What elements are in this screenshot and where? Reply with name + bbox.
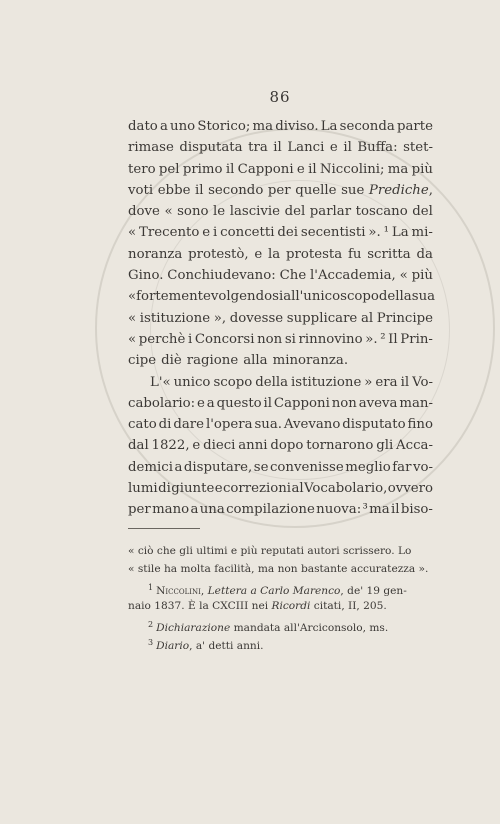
word: Buffa: bbox=[357, 140, 398, 156]
word: lascivie bbox=[229, 204, 281, 220]
footnote-text: naio 1837. È la CXCIII nei bbox=[128, 600, 269, 613]
word: Lanci bbox=[287, 140, 325, 156]
body-line bbox=[128, 244, 433, 265]
word: Prin- bbox=[400, 331, 433, 347]
word: Storico; bbox=[197, 119, 251, 134]
word: più bbox=[411, 161, 433, 177]
word: i bbox=[187, 331, 193, 347]
word: del bbox=[412, 204, 433, 220]
word: a bbox=[206, 395, 215, 411]
word: lumi bbox=[128, 481, 158, 497]
word: convenisse bbox=[269, 459, 344, 475]
word: a bbox=[174, 459, 183, 475]
word: ¹ bbox=[383, 225, 389, 241]
word: di bbox=[158, 481, 171, 497]
footnote-author: Niccolini, bbox=[156, 584, 205, 597]
word: ma bbox=[387, 161, 409, 177]
body-line bbox=[128, 457, 433, 478]
word: più bbox=[411, 268, 433, 284]
word: dei bbox=[277, 225, 298, 241]
word: nuova: bbox=[316, 502, 362, 518]
word: alla bbox=[243, 353, 268, 369]
word: a bbox=[190, 502, 199, 518]
body-line bbox=[128, 414, 433, 435]
word: meglio bbox=[345, 459, 391, 475]
body-line bbox=[128, 201, 433, 222]
word: dal bbox=[128, 438, 149, 454]
footnote-work-title: Ricordi bbox=[271, 600, 311, 613]
word: Concorsi bbox=[194, 331, 255, 347]
footnote-marker: 3 bbox=[148, 637, 154, 647]
word: pel bbox=[158, 161, 180, 177]
word: dato bbox=[128, 119, 158, 134]
word: disputato bbox=[342, 417, 406, 433]
word: ». bbox=[365, 331, 378, 347]
word: si bbox=[284, 331, 296, 347]
word: tra bbox=[248, 140, 268, 156]
word: « bbox=[128, 289, 137, 305]
word: Trecento bbox=[139, 225, 200, 241]
body-line bbox=[128, 393, 433, 414]
word: e bbox=[254, 246, 263, 262]
word: ma bbox=[369, 502, 390, 518]
footnotes bbox=[128, 542, 433, 652]
word: Principe bbox=[376, 310, 433, 326]
footnote-2 bbox=[128, 616, 433, 634]
word: una bbox=[199, 502, 225, 518]
word: aveva bbox=[358, 395, 398, 411]
word: L'« bbox=[150, 374, 171, 390]
footnote-work-title: Dichiarazione bbox=[156, 621, 231, 634]
word: il bbox=[195, 182, 204, 198]
body-line bbox=[128, 265, 433, 286]
footnote-separator bbox=[128, 528, 200, 529]
footnote-marker: 1 bbox=[148, 582, 154, 592]
word: quelle bbox=[295, 182, 337, 198]
word: di bbox=[158, 417, 172, 433]
word: della bbox=[255, 374, 289, 390]
footnote-1-continuation bbox=[128, 597, 433, 615]
word: La bbox=[320, 119, 338, 134]
word: scritta bbox=[367, 246, 411, 262]
word: concetti bbox=[220, 225, 275, 241]
word: e bbox=[329, 140, 338, 156]
word: mano bbox=[152, 502, 190, 518]
word: istituzione bbox=[291, 374, 362, 390]
body-line bbox=[128, 499, 433, 520]
word: Gino. bbox=[128, 268, 164, 284]
word: al bbox=[291, 481, 304, 497]
word: sua. bbox=[254, 417, 282, 433]
word: al bbox=[360, 310, 374, 326]
word: cato bbox=[128, 417, 157, 433]
word: parte bbox=[396, 119, 433, 134]
word: sono bbox=[177, 204, 209, 220]
word: protestò, bbox=[188, 246, 249, 262]
word: « bbox=[128, 310, 137, 326]
word: dare bbox=[173, 417, 205, 433]
word: anni bbox=[238, 438, 268, 454]
word: della bbox=[378, 289, 412, 305]
word: non bbox=[331, 395, 357, 411]
body-line bbox=[128, 159, 433, 180]
footnote-text: , a' detti anni. bbox=[189, 639, 264, 652]
word: diè bbox=[161, 353, 182, 369]
word: disputata bbox=[179, 140, 243, 156]
word: ² bbox=[380, 331, 386, 347]
word: i bbox=[213, 225, 218, 241]
word: il bbox=[308, 161, 317, 177]
footnote-3 bbox=[128, 634, 433, 652]
word: La bbox=[391, 225, 409, 241]
word: e bbox=[197, 395, 205, 411]
body-line bbox=[128, 435, 433, 456]
page-number: 86 bbox=[269, 88, 291, 106]
word: giunte bbox=[171, 481, 215, 497]
word: Prediche, bbox=[368, 182, 433, 198]
word: il bbox=[263, 395, 273, 411]
word: correzioni bbox=[222, 481, 292, 497]
word: cabolario: bbox=[128, 395, 196, 411]
word: Vocabolario, bbox=[304, 481, 388, 497]
word: biso- bbox=[400, 502, 433, 518]
word: le bbox=[213, 204, 226, 220]
word: gli bbox=[376, 438, 394, 454]
word: secentisti bbox=[300, 225, 366, 241]
word: « bbox=[399, 268, 408, 284]
word: ³ bbox=[362, 502, 368, 518]
word: tornarono bbox=[306, 438, 374, 454]
word: », bbox=[213, 310, 227, 326]
word: l'Accademia, bbox=[310, 268, 396, 284]
word: tero bbox=[128, 161, 156, 177]
footnote-work-title: Lettera a Carlo Marenco bbox=[207, 584, 341, 597]
word: e bbox=[192, 438, 201, 454]
word: fino bbox=[407, 417, 433, 433]
word: l'opera bbox=[205, 417, 253, 433]
word: il bbox=[400, 374, 410, 390]
word: il bbox=[225, 161, 235, 177]
footnote-marker: 2 bbox=[148, 619, 154, 629]
footnote-text: , de' 19 gen- bbox=[340, 584, 407, 597]
body-text bbox=[128, 116, 436, 521]
word: voti bbox=[128, 182, 154, 198]
word: rimase bbox=[128, 140, 174, 156]
body-line bbox=[128, 137, 433, 158]
word: ma bbox=[252, 119, 274, 134]
body-line bbox=[128, 350, 433, 371]
word: a bbox=[159, 119, 168, 134]
word: istituzione bbox=[139, 310, 211, 326]
word: protesta bbox=[285, 246, 343, 262]
footnote-1 bbox=[128, 579, 433, 597]
word: non bbox=[257, 331, 283, 347]
word: uno bbox=[170, 119, 196, 134]
word: unico bbox=[173, 374, 211, 390]
word: compilazione bbox=[226, 502, 315, 518]
word: « bbox=[164, 204, 173, 220]
word: e bbox=[202, 225, 211, 241]
word: fortemente bbox=[136, 289, 211, 305]
word: era bbox=[375, 374, 398, 390]
body-line bbox=[128, 222, 433, 243]
body-line bbox=[128, 116, 433, 137]
body-line bbox=[128, 286, 436, 307]
word: ragione bbox=[186, 353, 239, 369]
word: dopo bbox=[270, 438, 304, 454]
word: parlar bbox=[309, 204, 352, 220]
word: per bbox=[267, 182, 291, 198]
word: minoranza. bbox=[272, 353, 349, 369]
word: » bbox=[364, 374, 373, 390]
word: seconda bbox=[339, 119, 395, 134]
word: Vo- bbox=[412, 374, 433, 390]
word: far bbox=[392, 459, 412, 475]
body-line bbox=[128, 329, 433, 350]
word: scopo bbox=[340, 289, 379, 305]
word: sue bbox=[341, 182, 365, 198]
word: da bbox=[416, 246, 433, 262]
footnote-continuation-line: « stile ha molta facilità, ma non bastante accuratezza ». bbox=[128, 563, 429, 576]
word: « bbox=[128, 225, 137, 241]
word: vo- bbox=[412, 459, 433, 475]
word: supplicare bbox=[286, 310, 358, 326]
word: mi- bbox=[411, 225, 433, 241]
word: disputare, bbox=[183, 459, 253, 475]
body-line bbox=[128, 308, 433, 329]
word: all'unico bbox=[283, 289, 341, 305]
word: man- bbox=[399, 395, 433, 411]
word: se bbox=[253, 459, 269, 475]
body-line bbox=[128, 372, 433, 393]
word: il bbox=[273, 140, 282, 156]
word: del bbox=[284, 204, 306, 220]
word: secondo bbox=[208, 182, 264, 198]
word: 1822, bbox=[151, 438, 190, 454]
word: « bbox=[128, 331, 137, 347]
word: scopo bbox=[213, 374, 253, 390]
word: dovesse bbox=[229, 310, 284, 326]
word: per bbox=[128, 502, 151, 518]
word: dove bbox=[128, 204, 160, 220]
footnote-text: mandata all'Arciconsolo, ms. bbox=[233, 621, 389, 634]
word: e bbox=[214, 481, 223, 497]
word: ». bbox=[368, 225, 381, 241]
word: ebbe bbox=[157, 182, 191, 198]
word: il bbox=[391, 502, 400, 518]
word: diviso. bbox=[275, 119, 319, 134]
word: Niccolini; bbox=[319, 161, 385, 177]
word: primo bbox=[182, 161, 223, 177]
word: fu bbox=[347, 246, 362, 262]
word: Acca- bbox=[396, 438, 433, 454]
word: cipe bbox=[128, 353, 157, 369]
word: la bbox=[268, 246, 281, 262]
word: demici bbox=[128, 459, 173, 475]
word: ovvero bbox=[387, 481, 433, 497]
body-line bbox=[128, 478, 433, 499]
word: e bbox=[296, 161, 305, 177]
word: rinnovino bbox=[298, 331, 363, 347]
word: volgendosi bbox=[210, 289, 284, 305]
word: Il bbox=[388, 331, 398, 347]
word: Capponi bbox=[237, 161, 294, 177]
word: questo bbox=[216, 395, 262, 411]
footnote-text: citati, II, 205. bbox=[313, 600, 387, 613]
word: perchè bbox=[138, 331, 186, 347]
word: dieci bbox=[203, 438, 236, 454]
word: toscano bbox=[355, 204, 408, 220]
word: Avevano bbox=[283, 417, 341, 433]
word: sua bbox=[411, 289, 436, 305]
word: Capponi bbox=[273, 395, 330, 411]
word: il bbox=[343, 140, 352, 156]
word: stet- bbox=[403, 140, 433, 156]
word: noranza bbox=[128, 246, 183, 262]
word: Conchiudevano: bbox=[167, 268, 276, 284]
footnote-work-title: Diario bbox=[156, 639, 190, 652]
footnote-continuation-line: « ciò che gli ultimi e più reputati autori scrissero. Lo bbox=[128, 545, 412, 557]
word: Che bbox=[279, 268, 307, 284]
body-line bbox=[128, 180, 433, 201]
